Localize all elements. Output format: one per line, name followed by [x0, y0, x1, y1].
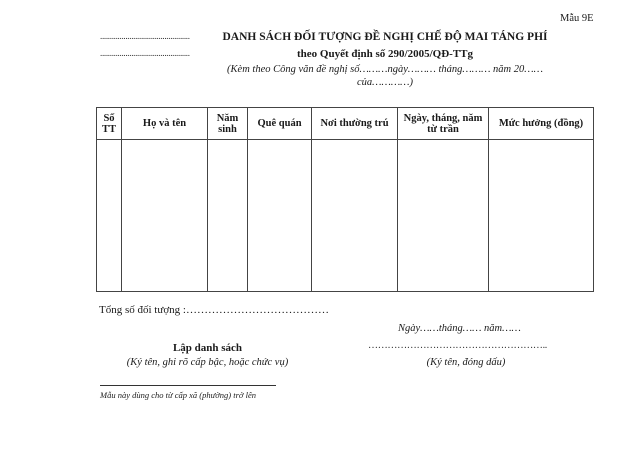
- cell-birth-year: [208, 140, 248, 292]
- total-count-label: Tổng số đối tượng :…………………………………: [99, 304, 329, 316]
- cell-stt: [97, 140, 122, 292]
- cell-residence: [312, 140, 398, 292]
- column-header-hometown: Quê quán: [248, 108, 312, 140]
- signing-date-line: Ngày……tháng…… năm……: [398, 323, 521, 334]
- list-maker-title: Lập danh sách: [172, 342, 243, 354]
- form-code: Mẫu 9E: [560, 13, 594, 24]
- column-header-birth-year: Năm sinh: [208, 108, 248, 140]
- column-header-benefit-amount: Mức hưởng (đồng): [489, 108, 594, 140]
- table-header-row: [97, 108, 594, 140]
- cell-benefit-amount: [489, 140, 594, 292]
- column-header-stt: Số TT: [97, 108, 122, 140]
- document-subtitle: theo Quyết định số 290/2005/QĐ-TTg: [296, 48, 474, 60]
- footnote: Mẫu này dùng cho từ cấp xã (phường) trở lên: [100, 390, 256, 400]
- table-row-empty: [97, 140, 594, 292]
- column-header-residence: Nơi thường trú: [312, 108, 398, 140]
- footnote-divider: [100, 385, 276, 386]
- authority-signature-note: (Ký tên, đóng dấu): [426, 357, 506, 368]
- attachment-note-line-2: của…………): [356, 77, 413, 88]
- cell-date-of-death: [398, 140, 489, 292]
- authority-signature-blank: ………………………………………………..: [368, 340, 548, 351]
- cell-hometown: [248, 140, 312, 292]
- issuing-agency-blank-2: ..............................................: [100, 48, 190, 58]
- cell-full-name: [122, 140, 208, 292]
- column-header-full-name: Họ và tên: [122, 108, 208, 140]
- column-header-date-of-death: Ngày, tháng, năm từ trần: [398, 108, 489, 140]
- issuing-agency-blank-1: ..............................................: [100, 31, 190, 41]
- beneficiary-table: [96, 107, 594, 292]
- document-title: DANH SÁCH ĐỐI TƯỢNG ĐỀ NGHỊ CHẾ ĐỘ MAI TÁNG PHÍ: [222, 31, 548, 43]
- attachment-note-line-1: (Kèm theo Công văn đề nghị số………ngày……… tháng……… năm 20……: [227, 64, 543, 75]
- list-maker-signature-note: (Ký tên, ghi rõ cấp bậc, hoặc chức vụ): [126, 357, 289, 368]
